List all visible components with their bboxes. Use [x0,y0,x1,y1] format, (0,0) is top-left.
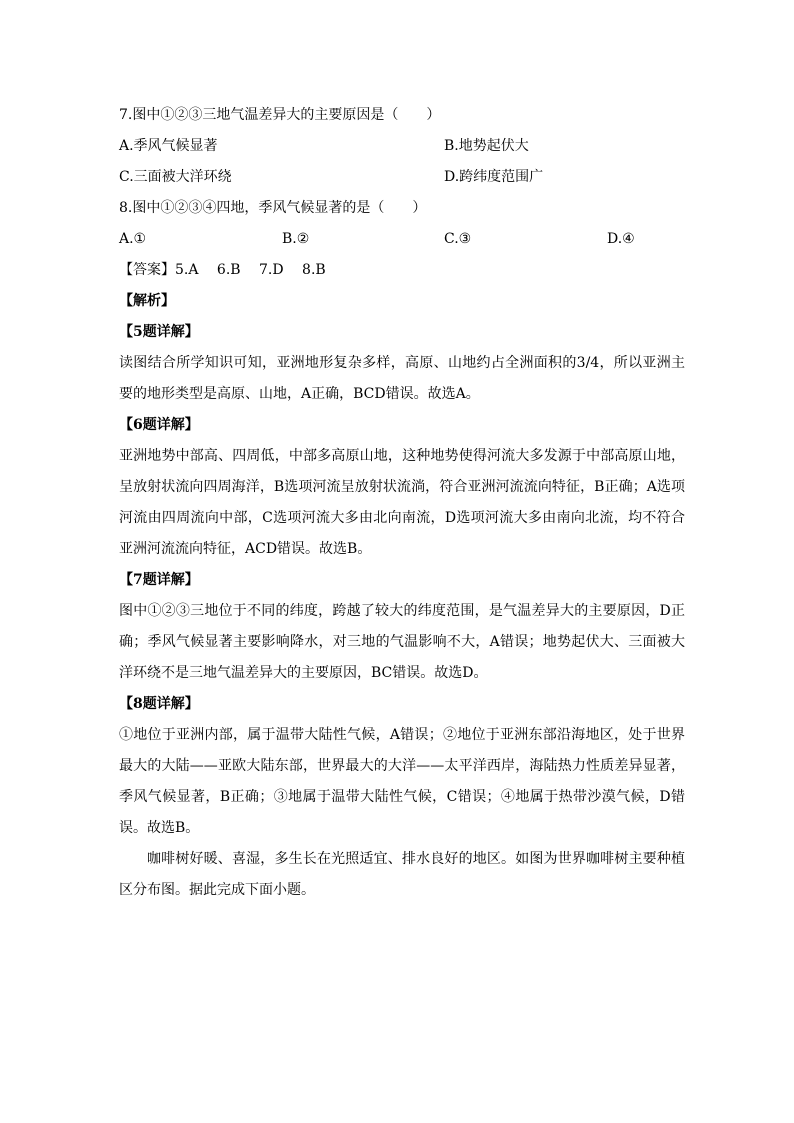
analysis-label: 【解析】 [119,293,175,309]
question-8-options-row [119,224,685,255]
section-5-body: 读图结合所学知识可知，亚洲地形复杂多样，高原、山地约占全洲面积的3/4，所以亚洲主要的地形类型是高原、山地，A正确，BCD错误。故选A。 [119,355,685,402]
document-page [119,100,685,906]
section-8-title: 【8题详解】 [119,696,199,712]
question-8-stem: 8.图中①②③④四地，季风气候显著的是（ ） [119,200,427,216]
question-7-option-c: C.三面被大洋环绕 [119,169,232,185]
question-7-option-b: B.地势起伏大 [444,138,529,154]
question-7-options-row-1 [119,131,685,162]
question-8-option-c: C.③ [444,231,472,247]
intro-paragraph: 咖啡树好暖、喜湿，多生长在光照适宜、排水良好的地区。如图为世界咖啡树主要种植区分布图。据此完成下面小题。 [119,851,685,898]
section-8-body: ①地位于亚洲内部，属于温带大陆性气候，A错误；②地位于亚洲东部沿海地区，处于世界最大的大陆——亚欧大陆东部，世界最大的大洋——太平洋西岸，海陆热力性质差异显著，季风气候显著，B正确；③地属于温带大陆性气候，C错误；④地属于热带沙漠气候，D错误。故选B。 [119,727,685,836]
question-7-options-row-2 [119,162,685,193]
question-8-option-a: A.① [119,231,147,247]
section-7-title: 【7题详解】 [119,572,199,588]
section-6-body: 亚洲地势中部高、四周低，中部多高原山地，这种地势使得河流大多发源于中部高原山地，呈放射状流向四周海洋，B选项河流呈放射状流淌，符合亚洲河流流向特征，B正确；A选项河流由四周流向中部，C选项河流大多由北向南流，D选项河流大多由南向北流，均不符合亚洲河流流向特征，ACD错误。故选B。 [119,448,685,557]
section-6-title: 【6题详解】 [119,417,199,433]
section-5-title: 【5题详解】 [119,324,199,340]
section-7-body: 图中①②③三地位于不同的纬度，跨越了较大的纬度范围，是气温差异大的主要原因，D正确；季风气候显著主要影响降水，对三地的气温影响不大，A错误；地势起伏大、三面被大洋环绕不是三地气温差异大的主要原因，BC错误。故选D。 [119,603,685,681]
question-7-option-d: D.跨纬度范围广 [444,169,544,185]
answer-line: 【答案】5.A 6.B 7.D 8.B [119,262,326,278]
question-8-option-b: B.② [282,231,310,247]
question-7-stem: 7.图中①②③三地气温差异大的主要原因是（ ） [119,107,441,123]
question-8-option-d: D.④ [607,231,635,247]
question-7-option-a: A.季风气候显著 [119,138,218,154]
